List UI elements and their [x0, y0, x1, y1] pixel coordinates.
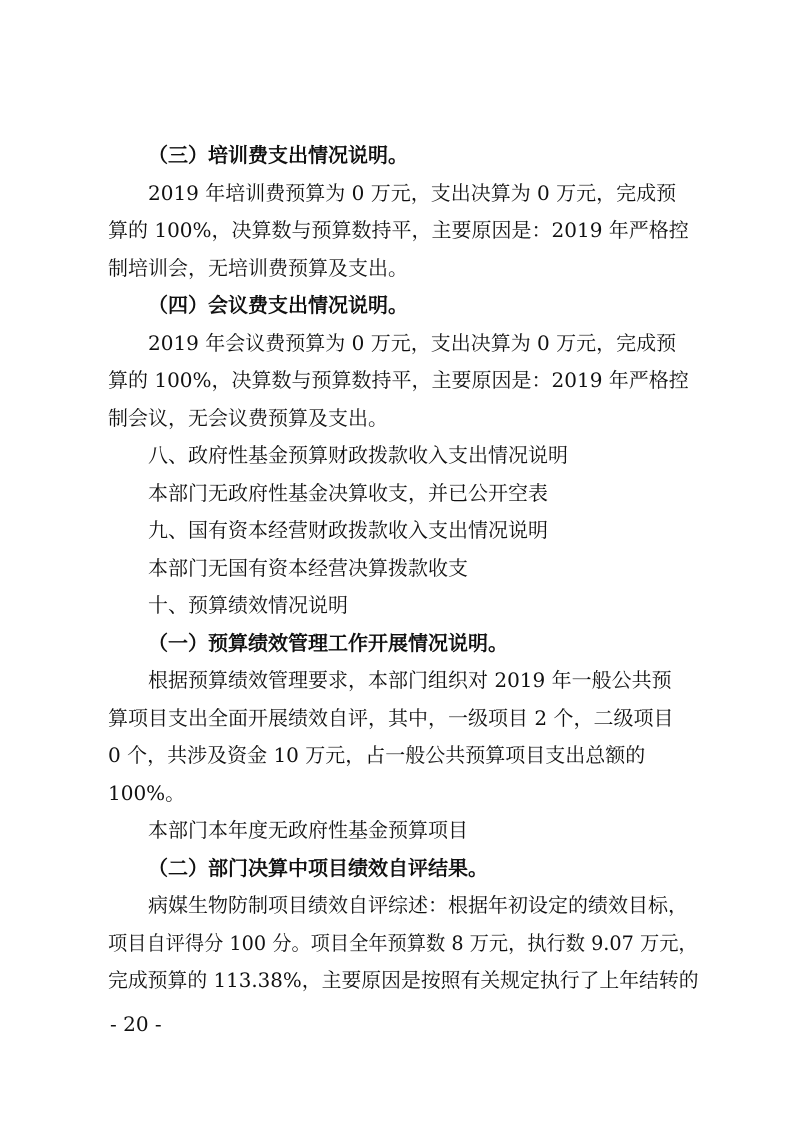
page-number: - 20 - [110, 1012, 162, 1036]
paragraph-line: 病媒生物防制项目绩效自评综述：根据年初设定的绩效目标， [148, 893, 688, 917]
section-heading-eight: 八、政府性基金预算财政拨款收入支出情况说明 [148, 443, 568, 467]
paragraph-line: 本部门无政府性基金决算收支，并已公开空表 [148, 481, 548, 505]
paragraph-line: 100%。 [108, 781, 186, 805]
paragraph-line: 算的 100%，决算数与预算数持平，主要原因是：2019 年严格控 [108, 368, 689, 392]
section-heading-nine: 九、国有资本经营财政拨款收入支出情况说明 [148, 518, 548, 542]
paragraph-line: 制培训会，无培训费预算及支出。 [108, 256, 408, 280]
paragraph-line: 算的 100%，决算数与预算数持平，主要原因是：2019 年严格控 [108, 218, 689, 242]
paragraph-line: 完成预算的 113.38%，主要原因是按照有关规定执行了上年结转的 [108, 968, 699, 992]
paragraph-line: 算项目支出全面开展绩效自评，其中，一级项目 2 个，二级项目 [108, 706, 674, 730]
paragraph-line: 2019 年培训费预算为 0 万元，支出决算为 0 万元，完成预 [148, 181, 677, 205]
subsection-heading-two: （二）部门决算中项目绩效自评结果。 [148, 856, 488, 880]
paragraph-line: 项目自评得分 100 分。项目全年预算数 8 万元，执行数 9.07 万元， [108, 931, 698, 955]
paragraph-line: 制会议，无会议费预算及支出。 [108, 406, 388, 430]
paragraph-line: 本部门本年度无政府性基金预算项目 [148, 818, 468, 842]
paragraph-line: 根据预算绩效管理要求，本部门组织对 2019 年一般公共预 [148, 668, 672, 692]
paragraph-line: 2019 年会议费预算为 0 万元，支出决算为 0 万元，完成预 [148, 331, 677, 355]
section-heading-ten: 十、预算绩效情况说明 [148, 593, 348, 617]
section-heading-training: （三）培训费支出情况说明。 [148, 143, 408, 167]
subsection-heading-one: （一）预算绩效管理工作开展情况说明。 [148, 631, 508, 655]
paragraph-line: 本部门无国有资本经营决算拨款收支 [148, 556, 468, 580]
section-heading-meeting: （四）会议费支出情况说明。 [148, 293, 408, 317]
paragraph-line: 0 个，共涉及资金 10 万元，占一般公共预算项目支出总额的 [108, 743, 646, 767]
